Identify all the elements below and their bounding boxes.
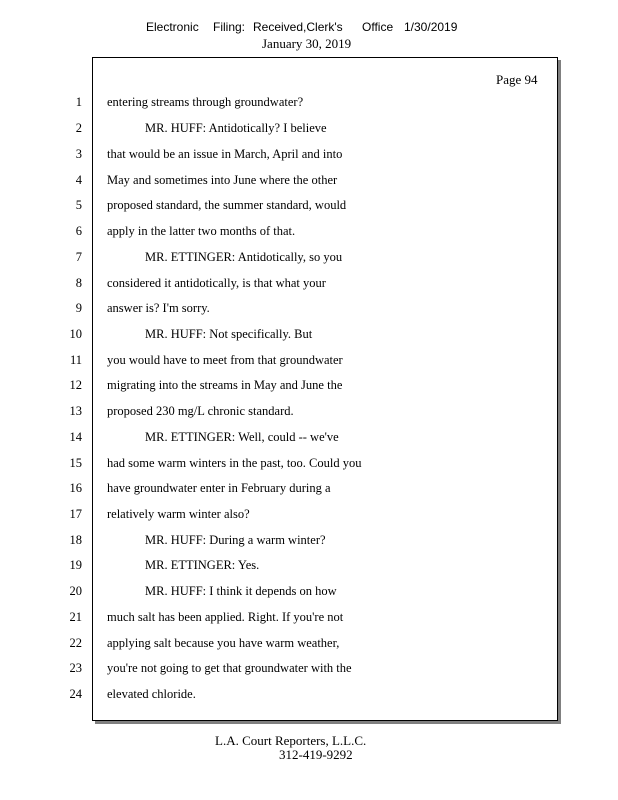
transcript-line: MR. HUFF: I think it depends on how [145,584,337,598]
transcript-line: much salt has been applied. Right. If you're not [107,610,344,624]
transcript-line: MR. ETTINGER: Yes. [145,558,260,572]
footer-phone: 312-419-9292 [279,747,353,762]
line-number: 2 [75,121,82,135]
line-number: 11 [69,353,82,367]
transcript-line: you would have to meet from that groundwater [107,353,343,367]
line-number: 4 [75,173,82,187]
line-number: 5 [75,198,82,212]
header-filing: Filing: [213,20,246,34]
transcript-line: May and sometimes into June where the other [107,173,338,187]
transcript-line: MR. ETTINGER: Well, could -- we've [145,430,339,444]
transcript-line: had some warm winters in the past, too. Could you [107,456,362,470]
line-number: 20 [69,584,82,598]
transcript-line: relatively warm winter also? [107,507,250,521]
transcript-line: have groundwater enter in February during a [107,481,331,495]
line-number: 10 [69,327,82,341]
line-number: 7 [75,250,82,264]
line-number: 3 [75,147,82,161]
header-electronic: Electronic [146,20,199,34]
transcript-line: answer is? I'm sorry. [107,301,210,315]
transcript-line: entering streams through groundwater? [107,95,304,109]
header-office: Office [362,20,394,34]
line-number: 1 [75,95,82,109]
line-number: 6 [75,224,82,238]
footer-company: L.A. Court Reporters, L.L.C. [215,733,367,748]
transcript-line: MR. ETTINGER: Antidotically, so you [145,250,343,264]
header-date-line: January 30, 2019 [262,36,352,51]
line-number: 17 [69,507,82,521]
line-number: 18 [69,533,82,547]
transcript-line: proposed 230 mg/L chronic standard. [107,404,294,418]
line-number: 14 [69,430,82,444]
line-number: 9 [75,301,82,315]
transcript-line: you're not going to get that groundwater with the [107,661,352,675]
page-number: Page 94 [496,72,538,87]
filing-stamp-header [0,20,618,36]
line-number: 8 [75,276,82,290]
line-number: 13 [69,404,82,418]
header-received: Received,Clerk's [253,20,343,34]
line-number: 21 [69,610,82,624]
header-filing-date: 1/30/2019 [404,20,458,34]
transcript-line: that would be an issue in March, April and into [107,147,343,161]
transcript-line: MR. HUFF: Not specifically. But [145,327,313,341]
line-number: 22 [69,636,82,650]
transcript-line: elevated chloride. [107,687,196,701]
line-number: 19 [69,558,82,572]
line-number: 16 [69,481,82,495]
line-number: 23 [69,661,82,675]
transcript-line: migrating into the streams in May and June the [107,378,343,392]
transcript-line: apply in the latter two months of that. [107,224,296,238]
transcript-line: MR. HUFF: Antidotically? I believe [145,121,327,135]
transcript-line: applying salt because you have warm weather, [107,636,340,650]
line-number: 12 [69,378,82,392]
transcript-line: MR. HUFF: During a warm winter? [145,533,326,547]
transcript-line: proposed standard, the summer standard, would [107,198,347,212]
line-number: 24 [69,687,82,701]
line-number: 15 [69,456,82,470]
transcript-line: considered it antidotically, is that what your [107,276,326,290]
